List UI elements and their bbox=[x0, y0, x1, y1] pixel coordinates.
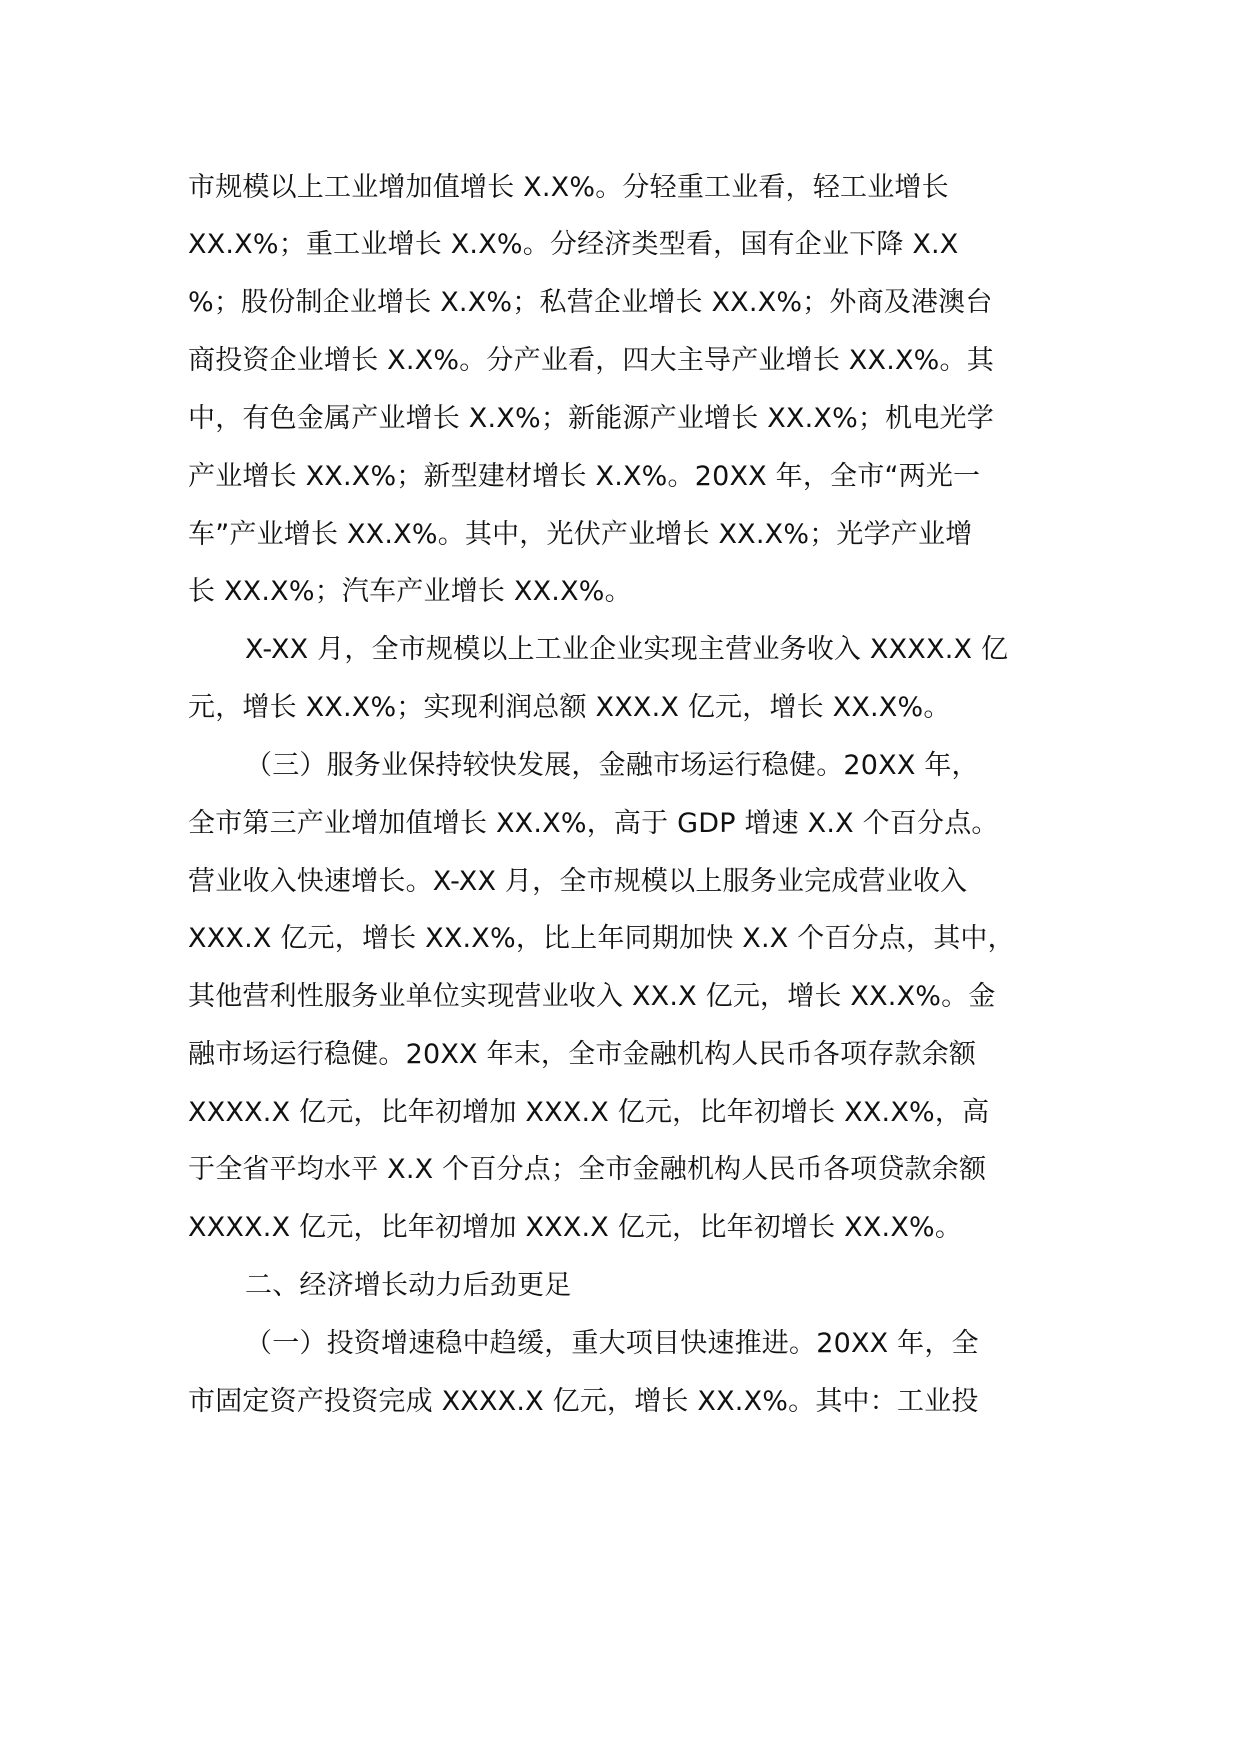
text-line: 长 XX.X%；汽车产业增长 XX.X%。 bbox=[188, 576, 632, 607]
text-line: 产业增长 XX.X%；新型建材增长 X.X%。20XX 年，全市“两光一 bbox=[188, 461, 981, 492]
text-line: 元，增长 XX.X%；实现利润总额 XXX.X 亿元，增长 XX.X%。 bbox=[188, 692, 951, 723]
text-line: 市固定资产投资完成 XXXX.X 亿元，增长 XX.X%。其中：工业投 bbox=[188, 1386, 979, 1417]
text-line: 全市第三产业增加值增长 XX.X%，高于 GDP 增速 X.X 个百分点。 bbox=[188, 808, 999, 839]
text-line: 市规模以上工业增加值增长 X.X%。分轻重工业看，轻工业增长 bbox=[188, 172, 949, 203]
text-line: 车”产业增长 XX.X%。其中，光伏产业增长 XX.X%；光学产业增 bbox=[188, 519, 973, 550]
text-line: 其他营利性服务业单位实现营业收入 XX.X 亿元，增长 XX.X%。金 bbox=[188, 981, 996, 1012]
text-line: 商投资企业增长 X.X%。分产业看，四大主导产业增长 XX.X%。其 bbox=[188, 345, 994, 376]
text-line: XXXX.X 亿元，比年初增加 XXX.X 亿元，比年初增长 XX.X%。 bbox=[188, 1212, 963, 1243]
text-line: %；股份制企业增长 X.X%；私营企业增长 XX.X%；外商及港澳台 bbox=[188, 287, 993, 318]
text-line: 中，有色金属产业增长 X.X%；新能源产业增长 XX.X%；机电光学 bbox=[188, 403, 994, 434]
text-line: 营业收入快速增长。X-XX 月，全市规模以上服务业完成营业收入 bbox=[188, 866, 968, 897]
chapter-heading-line: 二、经济增长动力后劲更足 bbox=[245, 1270, 572, 1301]
text-line: XXXX.X 亿元，比年初增加 XXX.X 亿元，比年初增长 XX.X%，高 bbox=[188, 1097, 990, 1128]
section-heading-line: （一）投资增速稳中趋缓，重大项目快速推进。20XX 年，全 bbox=[245, 1328, 979, 1359]
text-line: 于全省平均水平 X.X 个百分点；全市金融机构人民币各项贷款余额 bbox=[188, 1154, 987, 1185]
text-line: 融市场运行稳健。20XX 年末，全市金融机构人民币各项存款余额 bbox=[188, 1039, 977, 1070]
paragraph-start-line: X-XX 月，全市规模以上工业企业实现主营业务收入 XXXX.X 亿 bbox=[245, 634, 1009, 665]
text-line: XX.X%；重工业增长 X.X%。分经济类型看，国有企业下降 X.X bbox=[188, 229, 959, 260]
text-line: XXX.X 亿元，增长 XX.X%，比上年同期加快 X.X 个百分点，其中， bbox=[188, 923, 1015, 954]
section-heading-line: （三）服务业保持较快发展，金融市场运行稳健。20XX 年， bbox=[245, 750, 979, 781]
